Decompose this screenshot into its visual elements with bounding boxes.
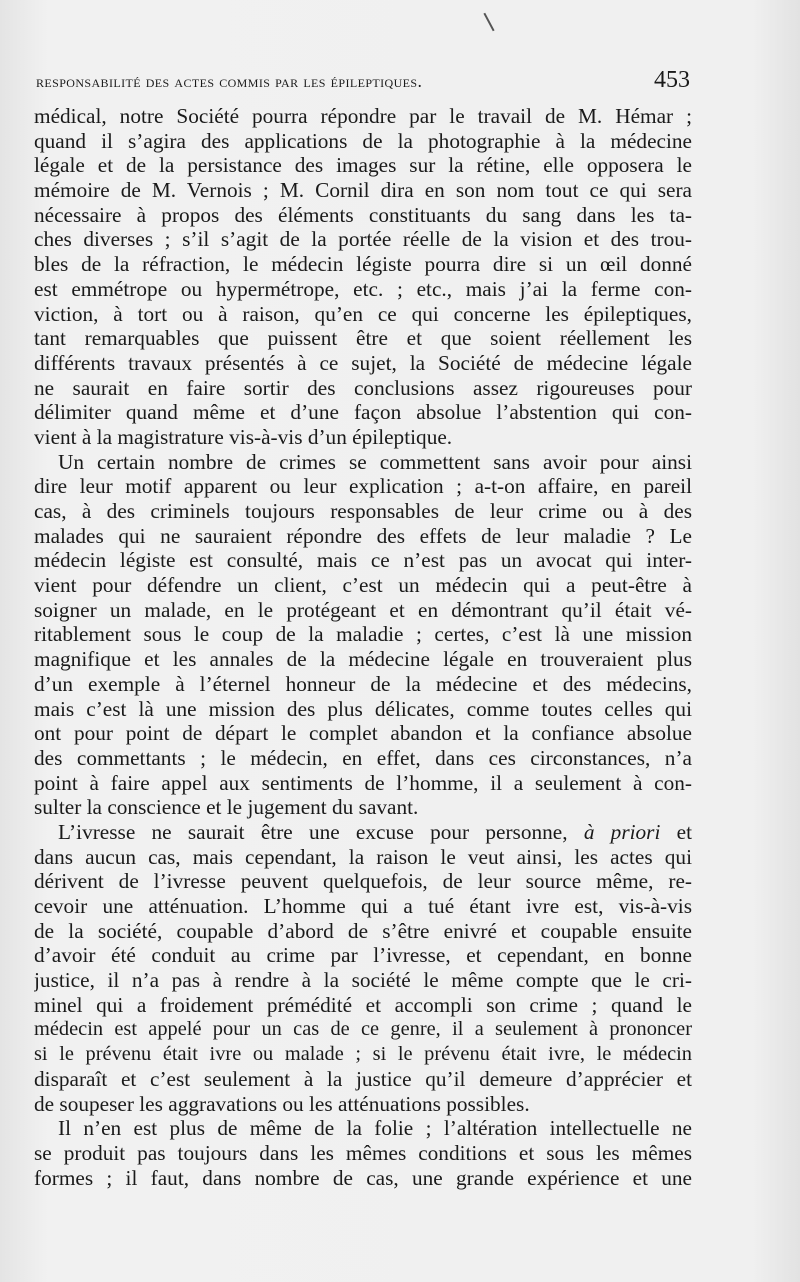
line-segment: et bbox=[676, 819, 692, 844]
text-line: de soupeser les aggravations ou les atténuations possibles. bbox=[34, 1091, 530, 1116]
text-line: minel qui a froidement prémédité et accompli son crime ; quand le bbox=[34, 992, 692, 1017]
text-line bbox=[34, 820, 692, 845]
running-head bbox=[36, 67, 690, 101]
text-line: vient à la magistrature vis-à-vis d’un épileptique. bbox=[34, 424, 453, 449]
text-line: ne saurait en faire sortir des conclusions assez rigoureuses pour bbox=[34, 375, 692, 400]
text-line: disparaît et c’est seulement à la justice qu’il demeure d’apprécier et bbox=[34, 1066, 692, 1091]
text-line: Il n’en est plus de même de la folie ; l’altération intellectuelle ne bbox=[58, 1116, 692, 1141]
italic-phrase: à priori bbox=[583, 819, 661, 844]
text-line: ont pour point de départ le complet abandon et la confiance absolue bbox=[34, 721, 692, 746]
text-line: quand il s’agira des applications de la photographie à la médecine bbox=[34, 128, 692, 153]
text-line: médical, notre Société pourra répondre par le travail de M. Hémar ; bbox=[34, 104, 692, 128]
text-line: sulter la conscience et le jugement du savant. bbox=[34, 795, 419, 820]
text-line: soigner un malade, en le protégeant et en démontrant qu’il était vé- bbox=[34, 597, 692, 622]
text-line: vient pour défendre un client, c’est un médecin qui a peut-être à bbox=[34, 573, 692, 598]
running-title: responsabilité des actes commis par les épileptiques. bbox=[36, 71, 423, 91]
text-line: dans aucun cas, mais cependant, la raison le veut ainsi, les actes qui bbox=[34, 844, 692, 869]
text-line: viction, à tort ou à raison, qu’en ce qui concerne les épileptiques, bbox=[34, 301, 692, 326]
text-line: se produit pas toujours dans les mêmes conditions et sous les mêmes bbox=[34, 1140, 692, 1165]
text-line: différents travaux présentés à ce sujet, la Société de médecine légale bbox=[34, 350, 692, 375]
text-line: si le prévenu était ivre ou malade ; si le prévenu était ivre, le médecin bbox=[34, 1043, 692, 1066]
text-line: délimiter quand même et d’une façon absolue l’abstention qui con- bbox=[34, 400, 692, 425]
text-line: dérivent de l’ivresse peuvent quelquefois, de leur source même, re- bbox=[34, 869, 692, 894]
text-line: médecin est appelé pour un cas de ce genre, il a seulement à prononcer bbox=[34, 1018, 692, 1041]
text-line: nécessaire à propos des éléments constituants du sang dans les ta- bbox=[34, 202, 692, 227]
text-line: ritablement sous le coup de la maladie ; certes, c’est là une mission bbox=[34, 622, 692, 647]
text-line: mais c’est là une mission des plus délicates, comme toutes celles qui bbox=[34, 696, 692, 721]
text-line: point à faire appel aux sentiments de l’homme, il a seulement à con- bbox=[34, 770, 692, 795]
text-line: cevoir une atténuation. L’homme qui a tué étant ivre est, vis-à-vis bbox=[34, 894, 692, 918]
text-line: magnifique et les annales de la médecine légale en trouveraient plus bbox=[34, 647, 692, 672]
text-line: bles de la réfraction, le médecin légiste pourra dire si un œil donné bbox=[34, 252, 692, 277]
text-line: médecin légiste est consulté, mais ce n’est pas un avocat qui inter- bbox=[34, 548, 692, 573]
text-line: légale et de la persistance des images sur la rétine, elle opposera le bbox=[34, 153, 692, 178]
line-segment: L’ivresse ne saurait être une excuse pour personne, bbox=[58, 819, 568, 844]
text-line: des commettants ; le médecin, en effet, dans ces circonstances, n’a bbox=[34, 745, 692, 770]
text-line: est emmétrope ou hypermétrope, etc. ; etc., mais j’ai la ferme con- bbox=[34, 276, 692, 301]
text-line: Un certain nombre de crimes se commettent sans avoir pour ainsi bbox=[58, 449, 692, 474]
text-line: malades qui ne sauraient répondre des effets de leur maladie ? Le bbox=[34, 523, 692, 548]
body-text bbox=[34, 104, 692, 1190]
print-speck bbox=[483, 13, 494, 32]
text-line: ches diverses ; s’il s’agit de la portée réelle de la vision et des trou- bbox=[34, 227, 692, 252]
text-line: de la société, coupable d’abord de s’être enivré et coupable ensuite bbox=[34, 918, 692, 943]
text-line: formes ; il faut, dans nombre de cas, une grande expérience et une bbox=[34, 1165, 692, 1190]
text-line: tant remarquables que puissent être et que soient réellement les bbox=[34, 326, 692, 351]
text-line: cas, à des criminels toujours responsables de leur crime ou à des bbox=[34, 499, 692, 523]
text-line: justice, il n’a pas à rendre à la société le même compte que le cri- bbox=[34, 968, 692, 993]
text-line: d’un exemple à l’éternel honneur de la médecine et des médecins, bbox=[34, 671, 692, 696]
page-number: 453 bbox=[654, 67, 690, 93]
text-line: d’avoir été conduit au crime par l’ivresse, et cependant, en bonne bbox=[34, 943, 692, 968]
text-line: mémoire de M. Vernois ; M. Cornil dira en son nom tout ce qui sera bbox=[34, 178, 692, 203]
text-line: dire leur motif apparent ou leur explication ; a-t-on affaire, en pareil bbox=[34, 474, 692, 499]
